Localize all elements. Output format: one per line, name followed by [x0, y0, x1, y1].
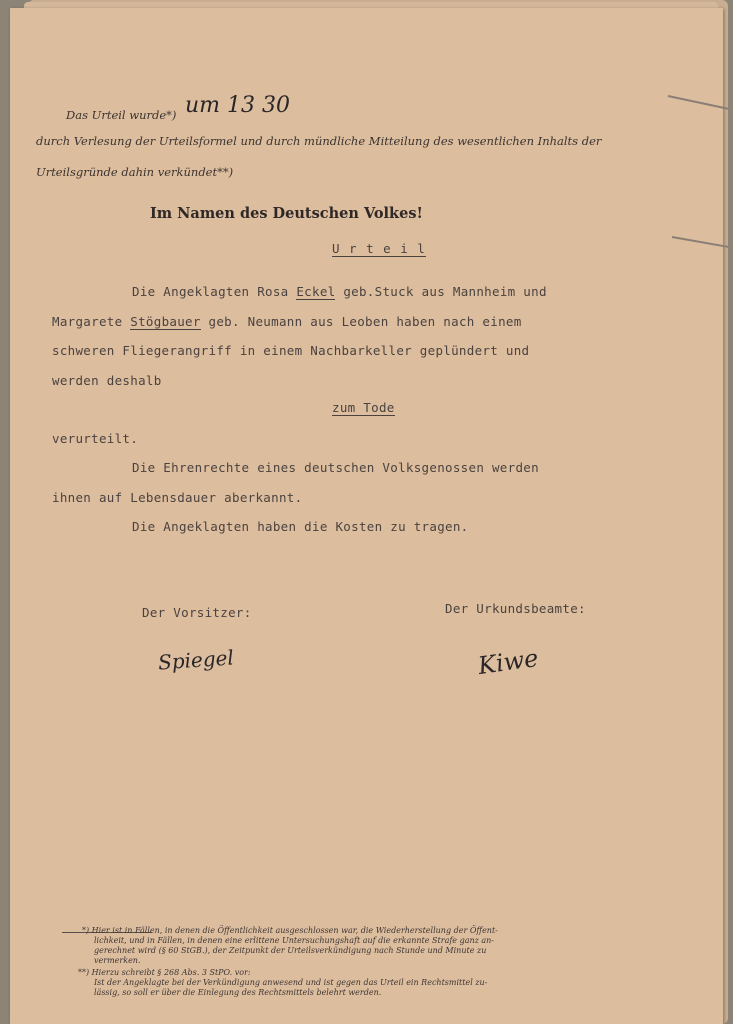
- handwritten-time: um 13 30: [185, 93, 291, 118]
- body-line-3: schweren Fliegerangriff in einem Nachbarkeller geplündert und: [52, 343, 530, 358]
- body-line-7: ihnen auf Lebensdauer aberkannt.: [52, 490, 303, 505]
- body-line-5: verurteilt.: [52, 431, 139, 446]
- footnote-1-line-1: *) Hier ist in Fällen, in denen die Öffentlichkeit ausgeschlossen war, die Wiederherstellung der Öffent-: [82, 926, 498, 935]
- body-line-1: [132, 284, 547, 299]
- defendant-name-2: Stögbauer: [130, 314, 201, 329]
- page-title: Im Namen des Deutschen Volkes!: [150, 205, 423, 222]
- verdict-heading: U r t e i l: [332, 241, 426, 256]
- footnote-1-line-4: vermerken.: [94, 956, 141, 965]
- footnote-2-line-1: **) Hierzu schreibt § 268 Abs. 3 StPO. vor:: [78, 968, 251, 977]
- body-line-6: Die Ehrenrechte eines deutschen Volksgenossen werden: [132, 460, 539, 475]
- presiding-judge-label: Der Vorsitzer:: [142, 605, 252, 620]
- body-line-1-a: Die Angeklagten Rosa: [132, 284, 289, 299]
- footnote-1-line-3: gerechnet wird (§ 60 StGB.), der Zeitpunkt der Urteilsverkündigung nach Stunde und Minute zu: [94, 946, 487, 955]
- body-line-1-b: geb.Stuck aus Mannheim und: [343, 284, 547, 299]
- header-line-3: Urteilsgründe dahin verkündet**): [36, 165, 234, 179]
- presiding-judge-signature: Spiegel: [157, 645, 235, 675]
- defendant-name-1: Eckel: [296, 284, 336, 299]
- footnote-1-line-2: lichkeit, und in Fällen, in denen eine erlittene Untersuchungshaft auf die erkannte Strafe ganz an-: [94, 936, 495, 945]
- body-line-2-a: Margarete: [52, 314, 123, 329]
- clerk-label: Der Urkundsbeamte:: [445, 601, 586, 616]
- footnote-2-line-3: lässig, so soll er über die Einlegung des Rechtsmittels belehrt werden.: [94, 988, 382, 997]
- footnote-2: [78, 968, 487, 998]
- header-prefix: Das Urteil wurde*): [66, 108, 177, 122]
- sentence: zum Tode: [332, 400, 395, 415]
- body-line-4: werden deshalb: [52, 373, 162, 388]
- footnote-1: [82, 926, 498, 966]
- footnote-2-line-2: Ist der Angeklagte bei der Verkündigung anwesend und ist gegen das Urteil ein Rechtsmittel zu-: [94, 978, 488, 987]
- body-line-2-b: geb. Neumann aus Leoben haben nach einem: [208, 314, 522, 329]
- body-line-8: Die Angeklagten haben die Kosten zu tragen.: [132, 519, 469, 534]
- body-line-2: [52, 314, 522, 329]
- clerk-signature: Kiwe: [476, 643, 541, 681]
- document-page: [10, 8, 723, 1024]
- header-line-2: durch Verlesung der Urteilsformel und durch mündliche Mitteilung des wesentlichen Inhalts der: [36, 134, 602, 148]
